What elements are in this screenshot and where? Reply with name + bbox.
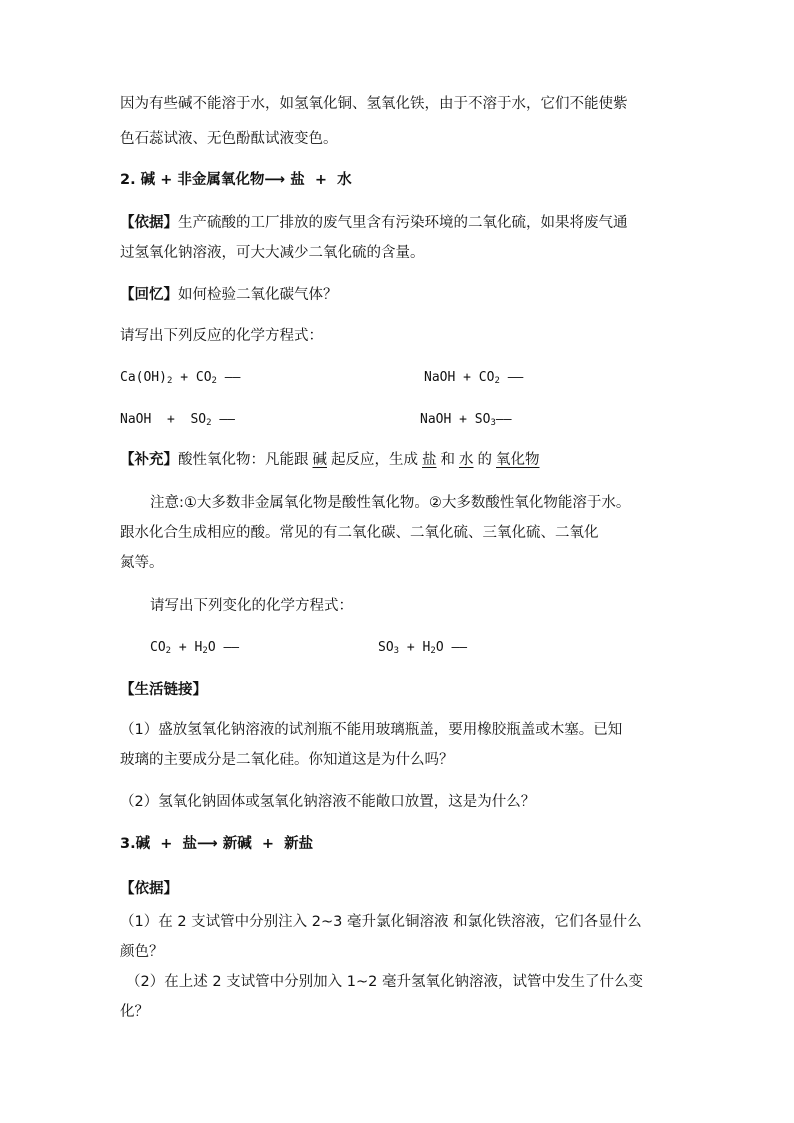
eq5-s1: 2 (165, 646, 172, 656)
eq5-b: + H (171, 640, 203, 655)
section-3-item-1-line-1: （1）在 2 支试管中分别注入 2~3 毫升氯化铜溶液 和氯化铁溶液，它们各显什么 (120, 914, 642, 930)
basis-text-1: 生产硫酸的工厂排放的废气里含有污染环境的二氧化硫，如果将废气通 (178, 215, 628, 231)
life-question-2: （2）氢氧化钠固体或氢氧化钠溶液不能敞口放置，这是为什么？ (120, 794, 536, 810)
section-3-item-2-line-2: 化？ (120, 1004, 149, 1020)
supplement-text-e: 和 (440, 452, 455, 468)
section-2-heading (120, 170, 352, 190)
note-line-1: 注意:①大多数非金属氧化物是酸性氧化物。②大多数酸性氧化物能溶于水。 (150, 495, 631, 511)
section-3-basis-tag: 【依据】 (120, 881, 178, 897)
note-line-2: 跟水化合生成相应的酸。常见的有二氧化碳、二氧化硫、三氧化硫、二氧化 (120, 525, 599, 541)
intro-line-2: 色石蕊试液、无色酚酞试液变色。 (120, 131, 338, 147)
section-3-item-2-line-1: （2）在上述 2 支试管中分别加入 1~2 毫升氢氧化钠溶液，试管中发生了什么变 (126, 974, 643, 990)
eq3-end: —— (211, 412, 235, 427)
write-prompt: 请写出下列反应的化学方程式： (120, 328, 323, 344)
eq5-a: CO (150, 640, 166, 655)
eq1-sub2: 2 (211, 376, 217, 386)
section-2-basis-line-2: 过氢氧化钠溶液，可大大减少二氧化硫的含量。 (120, 245, 425, 261)
section-2-heading-suffix: 盐 + 水 (285, 172, 352, 188)
eq1-sub1: 2 (166, 376, 173, 386)
recall-line (120, 285, 338, 305)
eq2-left: NaOH + CO (424, 370, 495, 385)
supplement-blank-oxide: 氧化物 (496, 452, 540, 468)
eq5-s2: 2 (202, 646, 208, 656)
life-question-1-line-2: 玻璃的主要成分是二氧化硅。你知道这是为什么吗？ (120, 752, 454, 768)
eq4-end: —— (495, 412, 512, 427)
supplement-blank-salt: 盐 (422, 452, 437, 468)
eq6-b: + H (399, 640, 431, 655)
equation-co2-h2o (150, 638, 239, 661)
eq1-mid: + CO (172, 370, 212, 385)
recall-text: 如何检验二氧化碳气体？ (178, 287, 338, 303)
supplement-blank-base: 碱 (312, 452, 327, 468)
supplement-text-g: 的 (477, 452, 492, 468)
eq6-c: O —— (435, 640, 468, 655)
equation-naoh-co2 (424, 368, 523, 391)
note-line-3: 氮等。 (120, 555, 164, 571)
intro-line-1: 因为有些碱不能溶于水，如氢氧化铜、氢氧化铁，由于不溶于水，它们不能使紫 (120, 96, 628, 112)
section-2-heading-prefix: 2. 碱 + 非金属氧化物 (120, 172, 265, 188)
eq2-sub: 2 (494, 376, 500, 386)
supplement-text-a: 酸性氧化物：凡能跟 (178, 452, 309, 468)
section-2-basis-line-1 (120, 213, 628, 233)
equation-naoh-so3 (420, 410, 512, 433)
supplement-text-c: 起反应，生成 (331, 452, 418, 468)
reaction-arrow-icon: ⟶ (196, 836, 218, 852)
eq1-end: —— (216, 370, 241, 385)
life-question-1-line-1: （1）盛放氢氧化钠溶液的试剂瓶不能用玻璃瓶盖，要用橡胶瓶盖或木塞。已知 (120, 722, 623, 738)
eq3-sub: 2 (206, 418, 212, 428)
recall-tag: 【回忆】 (120, 287, 178, 303)
eq1-left: Ca(OH) (120, 370, 167, 385)
reaction-arrow-icon: ⟶ (264, 172, 286, 188)
equation-caoh2-co2 (120, 368, 240, 391)
eq4-left: NaOH + SO (420, 412, 491, 427)
supplement-line (120, 450, 540, 470)
eq6-a: SO (378, 640, 394, 655)
section-3-heading (120, 834, 313, 854)
eq4-sub: 3 (490, 418, 496, 428)
eq3-left: NaOH + SO (120, 412, 207, 427)
section-3-heading-suffix: 新碱 + 新盐 (217, 836, 314, 852)
equation-naoh-so2 (120, 410, 235, 433)
equation-so3-h2o (378, 638, 467, 661)
eq5-c: O —— (207, 640, 240, 655)
supplement-blank-water: 水 (459, 452, 474, 468)
section-3-item-1-line-2: 颜色？ (120, 944, 164, 960)
eq6-s2: 2 (430, 646, 436, 656)
life-link-heading: 【生活链接】 (120, 682, 207, 698)
supplement-tag: 【补充】 (120, 452, 178, 468)
eq6-s1: 3 (393, 646, 400, 656)
eq2-end: —— (499, 370, 524, 385)
section-3-heading-prefix: 3.碱 + 盐 (120, 836, 197, 852)
basis-tag: 【依据】 (120, 215, 178, 231)
write-prompt-2: 请写出下列变化的化学方程式： (150, 598, 353, 614)
